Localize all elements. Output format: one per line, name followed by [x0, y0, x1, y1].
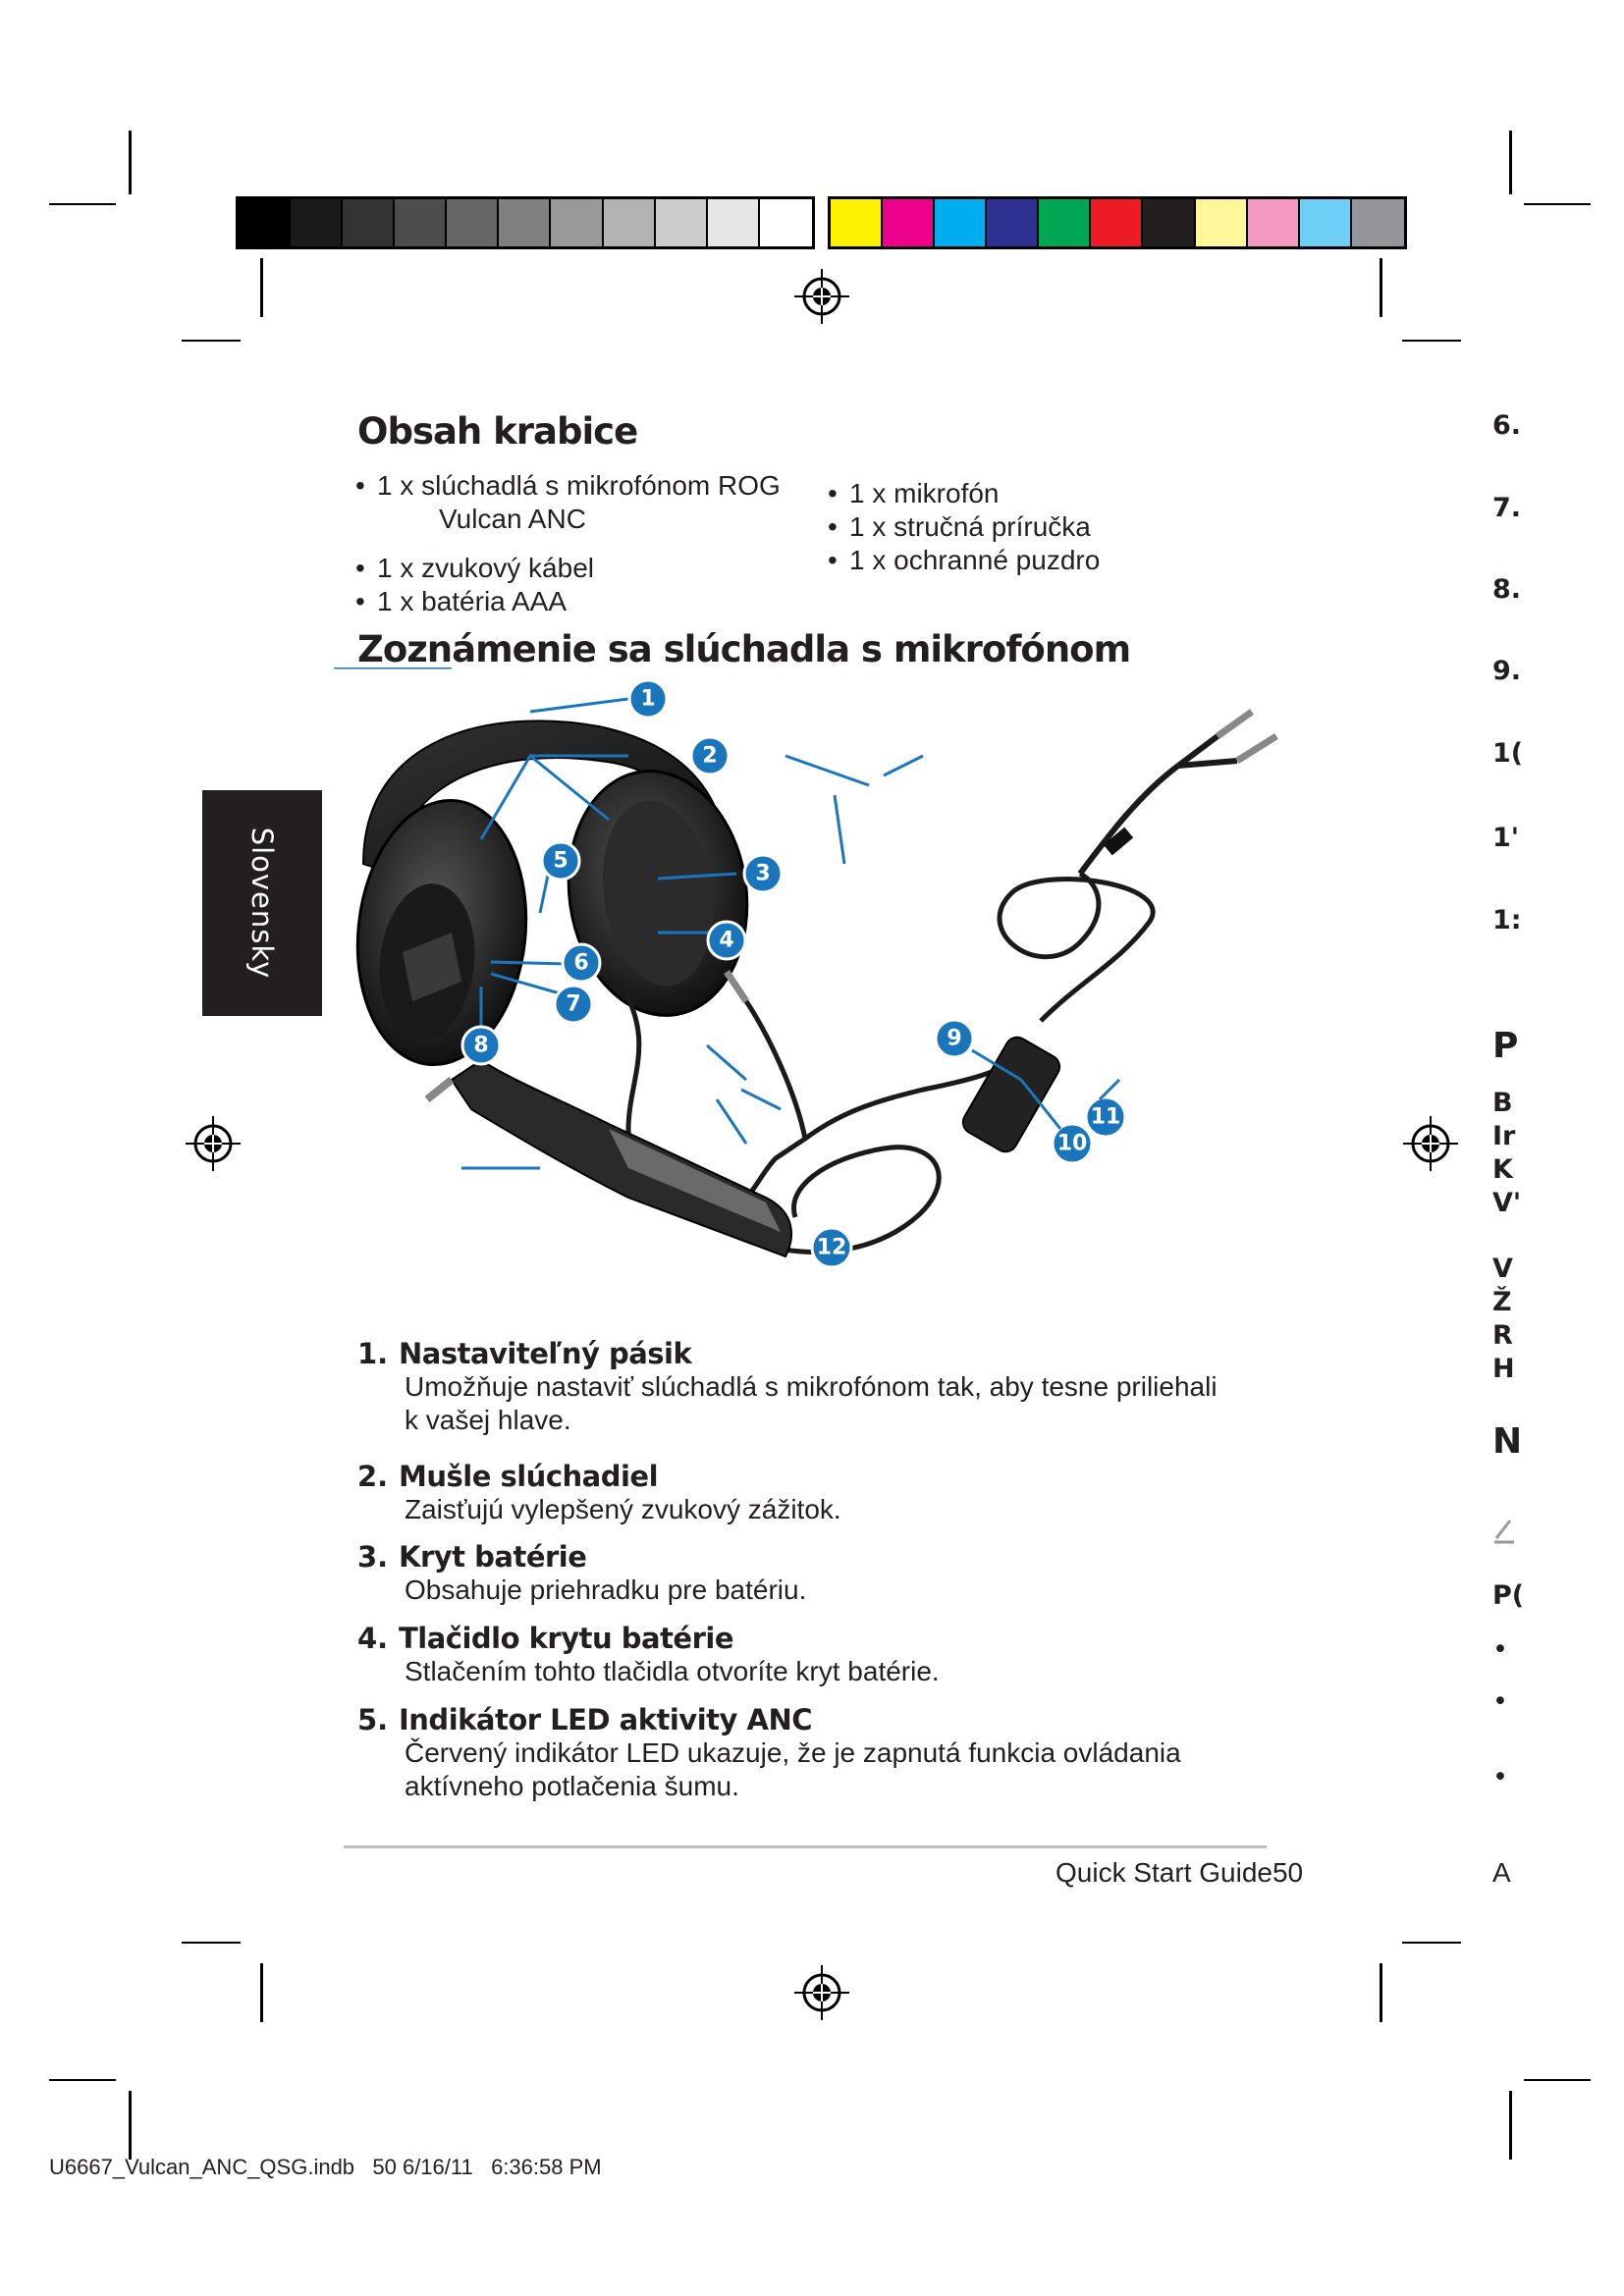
- color-swatch: [1248, 199, 1300, 246]
- list-item: • 1 x mikrofón: [828, 478, 1000, 508]
- svg-text:8: 8: [473, 1033, 489, 1058]
- next-page-letter: Ž: [1492, 1287, 1512, 1317]
- description-item-3: 3. Kryt batérie Obsahuje priehradku pre batériu.: [357, 1540, 807, 1605]
- next-page-item: 1(: [1492, 738, 1524, 769]
- next-page-footer: A: [1492, 1857, 1511, 1888]
- color-swatch: [1039, 199, 1091, 246]
- box-contents-heading: Obsah krabice: [357, 410, 638, 453]
- svg-text:3: 3: [755, 861, 771, 886]
- callout-2: [691, 737, 729, 774]
- crop-mark: [260, 258, 263, 317]
- svg-text:5: 5: [553, 848, 568, 874]
- description-item-4: 4. Tlačidlo krytu batérie Stlačením tohto tlačidla otvoríte kryt batérie.: [357, 1622, 940, 1686]
- color-swatch: [656, 199, 708, 246]
- list-item: • 1 x stručná príručka: [828, 511, 1091, 542]
- list-item: • 1 x zvukový kábel: [355, 553, 594, 583]
- next-page-letter: Ir: [1492, 1121, 1516, 1151]
- description-item-5: 5. Indikátor LED aktivity ANC Červený indikátor LED ukazuje, že je zapnutá funkcia ovládania aktívneho potlačenia šumu.: [357, 1703, 1181, 1801]
- next-page-item: 9.: [1492, 656, 1522, 686]
- next-page-bullet: •: [1492, 1634, 1508, 1665]
- list-item-continuation: Vulcan ANC: [439, 504, 586, 534]
- callout-9: [936, 1020, 973, 1057]
- description-item-2: 2. Mušle slúchadiel Zaisťujú vylepšený zvukový zážitok.: [357, 1460, 841, 1524]
- svg-text:10: 10: [1056, 1131, 1088, 1156]
- crop-mark: [1524, 203, 1591, 205]
- next-page-bullet: •: [1492, 1686, 1508, 1717]
- callout-12: [812, 1228, 851, 1267]
- color-swatch: [987, 199, 1039, 246]
- color-swatch: [883, 199, 935, 246]
- language-tab: Slovensky: [202, 790, 322, 1016]
- color-swatch: [1196, 199, 1248, 246]
- color-swatch: [604, 199, 656, 246]
- list-item: • 1 x slúchadlá s mikrofónom ROG: [355, 470, 781, 501]
- next-page-letter: B: [1492, 1088, 1513, 1118]
- process-color-bar: [828, 196, 1407, 249]
- next-page-item: 1:: [1492, 905, 1522, 935]
- registration-mark-icon: [1401, 1114, 1460, 1173]
- color-swatch: [1091, 199, 1143, 246]
- color-swatch: [1300, 199, 1352, 246]
- crop-mark: [1524, 2079, 1591, 2081]
- callout-11: [1086, 1097, 1125, 1137]
- next-page-letter: V: [1492, 1254, 1513, 1284]
- color-swatch: [239, 199, 291, 246]
- crop-mark: [129, 131, 132, 194]
- svg-text:6: 6: [573, 950, 589, 976]
- color-swatch: [447, 199, 499, 246]
- next-page-letter: K: [1492, 1154, 1513, 1185]
- crop-mark: [1402, 1942, 1461, 1944]
- next-page-item: 1': [1492, 823, 1520, 853]
- crop-mark: [49, 203, 116, 205]
- svg-text:12: 12: [816, 1235, 847, 1260]
- color-swatch: [395, 199, 447, 246]
- print-slug: U6667_Vulcan_ANC_QSG.indb 50 6/16/11 6:36:58 PM: [49, 2155, 602, 2179]
- crop-mark: [129, 2091, 132, 2160]
- next-page-heading: P: [1492, 1026, 1519, 1066]
- color-swatch: [291, 199, 343, 246]
- crop-mark: [182, 340, 241, 342]
- color-swatch: [760, 199, 812, 246]
- crop-mark: [182, 1942, 241, 1944]
- registration-mark-icon: [792, 1963, 851, 2022]
- crop-mark: [1380, 258, 1382, 317]
- intro-heading: Zoznámenie sa slúchadla s mikrofónom: [357, 628, 1131, 670]
- svg-text:2: 2: [702, 743, 718, 769]
- color-swatch: [1143, 199, 1195, 246]
- svg-text:7: 7: [566, 991, 581, 1017]
- svg-text:1: 1: [640, 686, 656, 712]
- color-swatch: [343, 199, 395, 246]
- color-swatch: [831, 199, 883, 246]
- svg-text:4: 4: [719, 928, 734, 953]
- next-page-item: 6.: [1492, 410, 1522, 441]
- registration-mark-icon: [792, 267, 851, 326]
- callout-3: [744, 855, 782, 892]
- next-page-item: 7.: [1492, 493, 1522, 523]
- svg-text:11: 11: [1090, 1104, 1121, 1130]
- next-page-letter: V': [1492, 1188, 1522, 1218]
- crop-mark: [49, 2079, 116, 2081]
- footer-divider: [344, 1845, 1267, 1848]
- crop-mark: [1402, 340, 1461, 342]
- callout-6: [563, 944, 600, 982]
- next-page-bullet: •: [1492, 1762, 1508, 1792]
- color-swatch: [1352, 199, 1404, 246]
- description-item-1: 1. Nastaviteľný pásik Umožňuje nastaviť slúchadlá s mikrofónom tak, aby tesne priliehali k vašej hlave.: [357, 1337, 1218, 1435]
- callout-7: [555, 986, 592, 1023]
- color-swatch: [935, 199, 987, 246]
- callout-10: [1053, 1124, 1092, 1163]
- callout-1: [629, 680, 667, 718]
- crop-mark: [1380, 1963, 1382, 2022]
- crop-mark: [1509, 131, 1512, 194]
- footer-text: Quick Start Guide50: [1056, 1857, 1304, 1888]
- callout-4: [708, 922, 745, 959]
- callout-8: [462, 1027, 500, 1064]
- next-page-heading: N: [1492, 1421, 1523, 1462]
- next-page-subheading: P(: [1492, 1580, 1525, 1611]
- list-item: • 1 x ochranné puzdro: [828, 545, 1101, 575]
- crop-mark: [260, 1963, 263, 2022]
- next-page-letter: R: [1492, 1320, 1513, 1351]
- grayscale-color-bar: [236, 196, 815, 249]
- crop-mark: [1509, 2091, 1512, 2160]
- list-item: • 1 x batéria AAA: [355, 586, 568, 616]
- next-page-letter: H: [1492, 1354, 1515, 1384]
- callout-5: [542, 842, 579, 880]
- color-swatch: [708, 199, 760, 246]
- callout-badges: [334, 667, 1296, 1315]
- color-swatch: [551, 199, 603, 246]
- registration-mark-icon: [184, 1114, 243, 1173]
- next-page-item: 8.: [1492, 574, 1522, 605]
- svg-text:9: 9: [947, 1026, 962, 1051]
- next-page-icon: [1490, 1517, 1516, 1546]
- color-swatch: [499, 199, 551, 246]
